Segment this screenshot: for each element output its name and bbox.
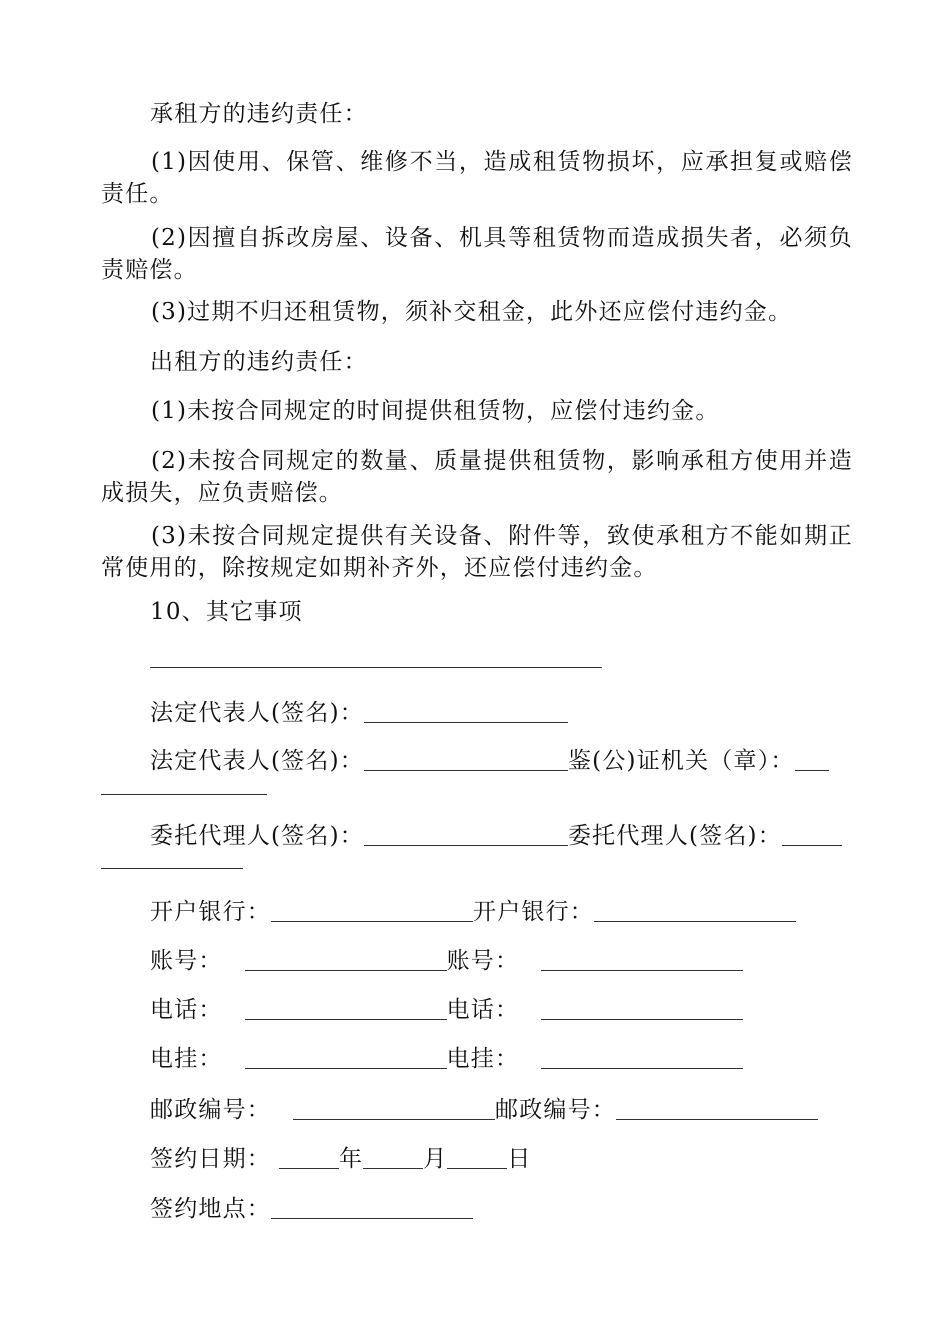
postcode-label-2: 邮政编号： bbox=[495, 1097, 616, 1123]
notary-label: 鉴(公)证机关（章）： bbox=[567, 748, 795, 774]
phone-label-2: 电话： bbox=[446, 997, 520, 1023]
lessee-item-3: (3)过期不归还租赁物，须补交租金，此外还应偿付违约金。 bbox=[151, 299, 793, 325]
cable-label-1: 电挂： bbox=[150, 1046, 223, 1072]
agent-blank-1 bbox=[364, 823, 568, 846]
lessor-item-3: (3)未按合同规定提供有关设备、附件等，致使承租方不能如期正常使用的，除按规定如期补齐外，还应偿付违约金。 bbox=[101, 523, 853, 581]
year-blank bbox=[279, 1146, 339, 1169]
agent-label-1: 委托代理人(签名)： bbox=[150, 823, 364, 849]
legal-rep-label: 法定代表人(签名)： bbox=[150, 700, 364, 726]
postcode-blank-2 bbox=[616, 1097, 818, 1120]
lessor-item-1: (1)未按合同规定的时间提供租赁物，应偿付违约金。 bbox=[151, 398, 720, 424]
sign-place-blank bbox=[271, 1196, 473, 1219]
phone-row bbox=[150, 994, 900, 1026]
agent-blank-2 bbox=[782, 823, 842, 846]
legal-rep-blank-2 bbox=[364, 748, 568, 771]
lessee-item-2: (2)因擅自拆改房屋、设备、机具等租赁物而造成损失者，必须负责赔偿。 bbox=[101, 225, 853, 283]
legal-rep-row-2 bbox=[150, 745, 900, 777]
sign-date-row bbox=[150, 1143, 900, 1175]
other-matters-blank bbox=[150, 667, 602, 668]
agent-row bbox=[150, 820, 900, 852]
lessor-item-2: (2)未按合同规定的数量、质量提供租赁物，影响承租方使用并造成损失，应负责赔偿。 bbox=[101, 448, 853, 506]
sign-place-row bbox=[150, 1193, 900, 1225]
bank-label-1: 开户银行： bbox=[150, 899, 271, 925]
cable-row bbox=[150, 1043, 900, 1075]
sign-date-label: 签约日期： bbox=[150, 1146, 271, 1172]
sign-place-label: 签约地点： bbox=[150, 1196, 271, 1222]
account-blank-1 bbox=[245, 948, 447, 971]
agent-blank-2-continued bbox=[101, 868, 243, 869]
cable-blank-1 bbox=[245, 1046, 447, 1069]
other-matters-heading: 10、其它事项 bbox=[150, 599, 303, 625]
legal-rep-blank bbox=[364, 700, 568, 723]
lessee-item-1: (1)因使用、保管、维修不当，造成租赁物损坏，应承担复或赔偿责任。 bbox=[101, 149, 853, 207]
bank-blank-2 bbox=[594, 899, 796, 922]
cable-blank-2 bbox=[541, 1046, 743, 1069]
year-label: 年 bbox=[339, 1146, 364, 1172]
lessor-liability-heading: 出租方的违约责任： bbox=[150, 349, 368, 375]
postcode-row bbox=[150, 1094, 900, 1126]
notary-blank-continued bbox=[101, 794, 267, 795]
bank-blank-1 bbox=[271, 899, 473, 922]
account-label-2: 账号： bbox=[446, 948, 520, 974]
legal-rep-row-1 bbox=[150, 697, 900, 729]
agent-label-2: 委托代理人(签名)： bbox=[567, 823, 782, 849]
day-label: 日 bbox=[507, 1146, 532, 1172]
legal-rep-label-2: 法定代表人(签名)： bbox=[150, 748, 364, 774]
phone-blank-2 bbox=[541, 997, 743, 1020]
account-blank-2 bbox=[541, 948, 743, 971]
lessee-liability-heading: 承租方的违约责任： bbox=[150, 101, 368, 127]
phone-blank-1 bbox=[245, 997, 447, 1020]
phone-label-1: 电话： bbox=[150, 997, 223, 1023]
bank-label-2: 开户银行： bbox=[473, 899, 594, 925]
postcode-label-1: 邮政编号： bbox=[150, 1097, 271, 1123]
day-blank bbox=[447, 1146, 507, 1169]
month-blank bbox=[363, 1146, 423, 1169]
postcode-blank-1 bbox=[293, 1097, 495, 1120]
cable-label-2: 电挂： bbox=[446, 1046, 520, 1072]
month-label: 月 bbox=[423, 1146, 448, 1172]
bank-row bbox=[150, 896, 900, 928]
notary-blank bbox=[795, 748, 829, 771]
account-row bbox=[150, 945, 900, 977]
account-label-1: 账号： bbox=[150, 948, 223, 974]
